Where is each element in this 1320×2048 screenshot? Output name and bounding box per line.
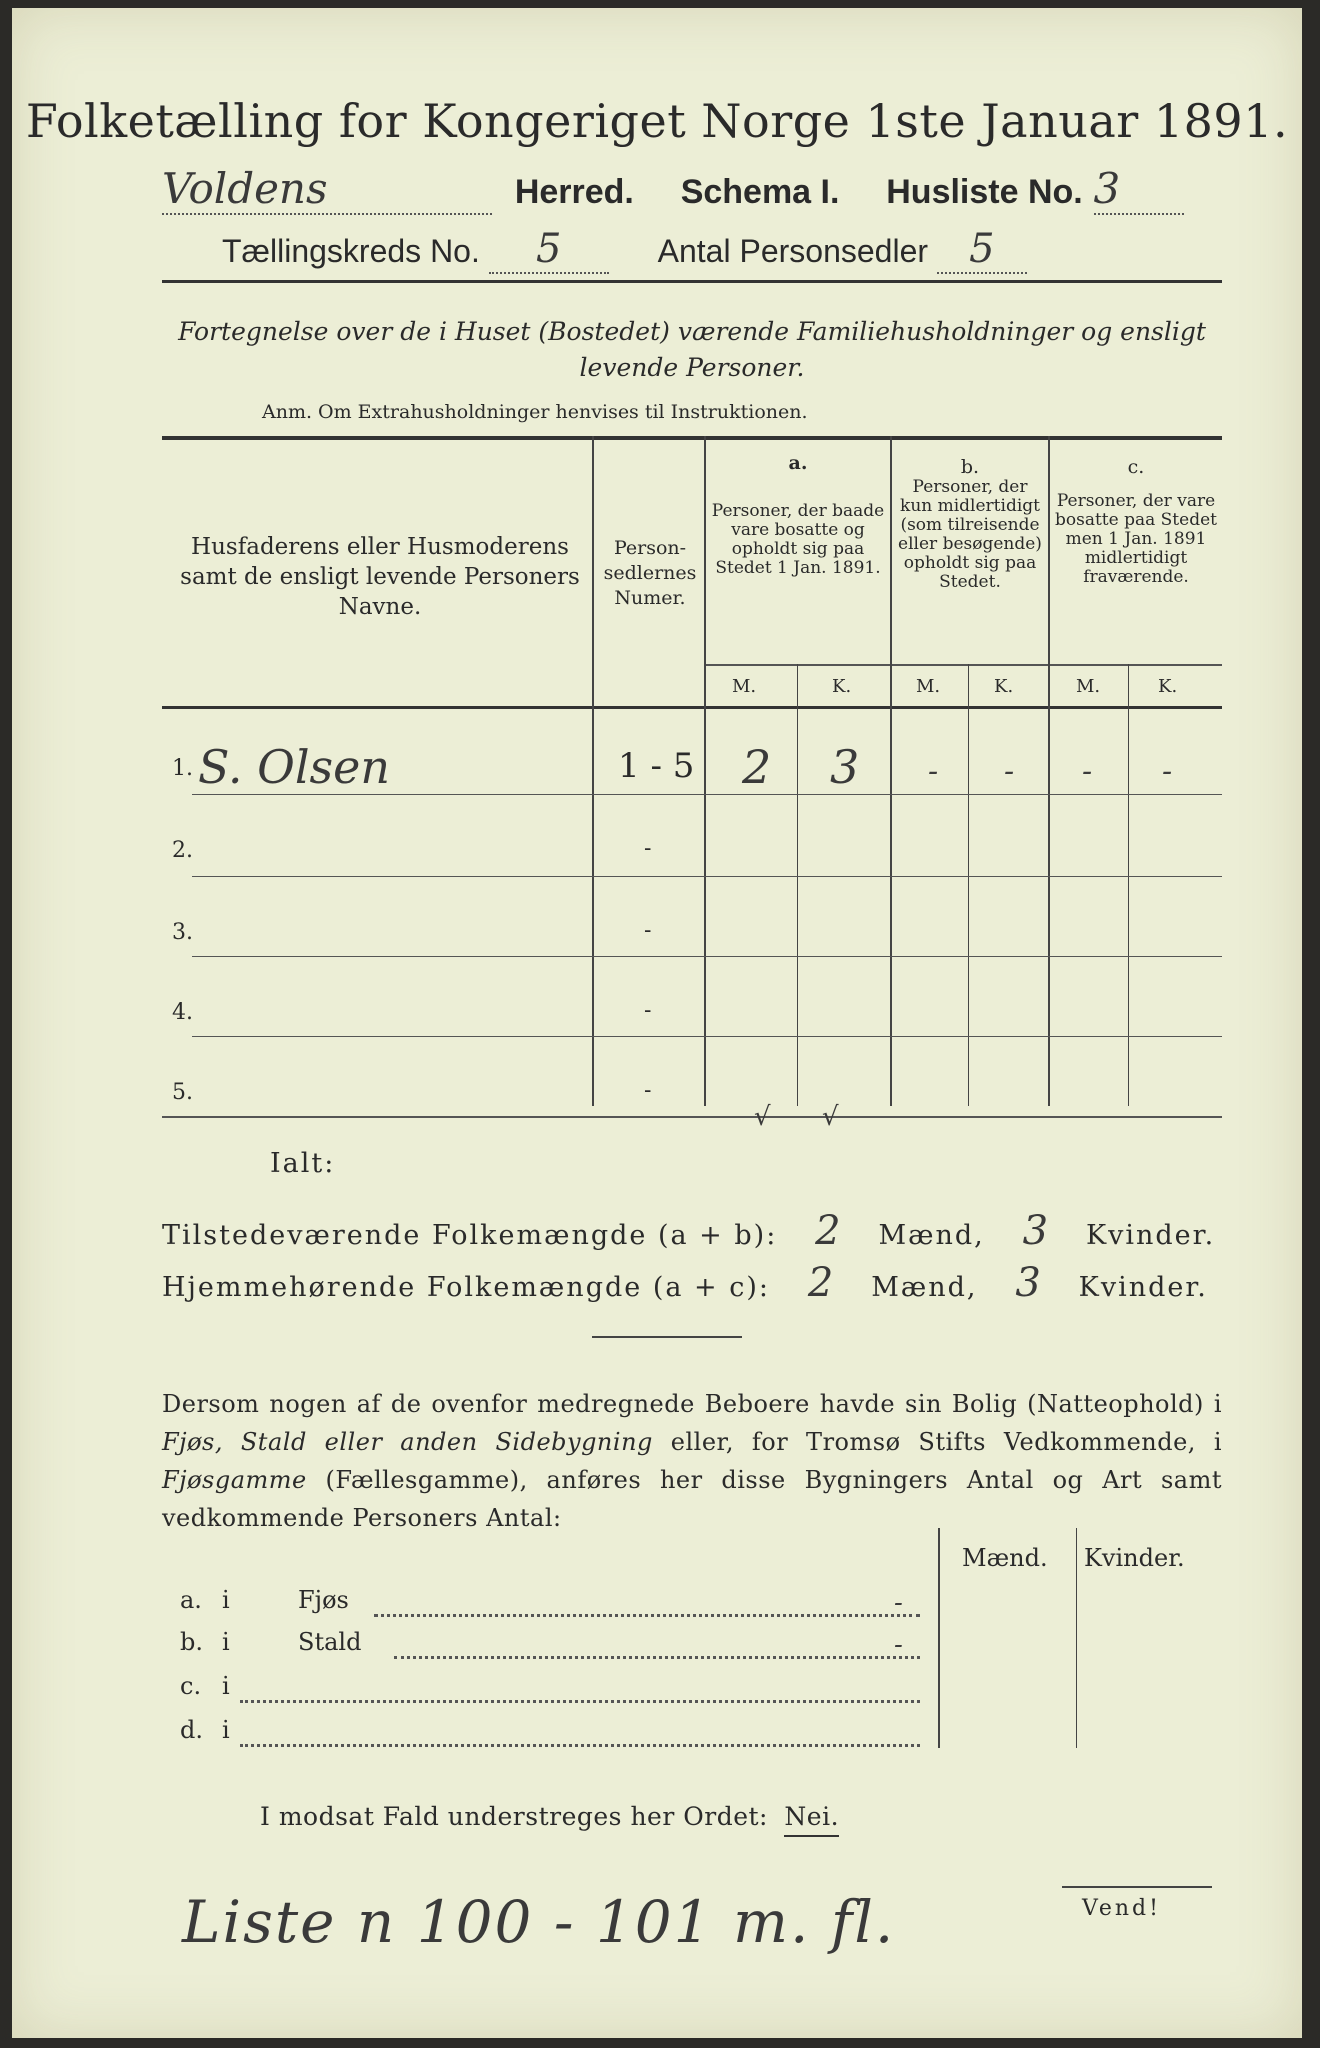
buildings-col-divider [938,1528,940,1748]
annotation-note: Anm. Om Extrahusholdninger henvises til Instruktionen. [262,401,808,423]
form-title: Folketælling for Kongeriget Norge 1ste Januar 1891. [25,94,1289,148]
buildings-maend-header: Mænd. [962,1544,1048,1572]
building-item-letter: c. [180,1672,202,1700]
mk-top-rule [706,664,1222,666]
totals-line-1-k: 3 [1022,1208,1049,1254]
building-item-i: i [222,1586,230,1614]
table-bottom-rule [162,1116,1222,1118]
building-item-mark: - [894,1630,903,1660]
row-num: - [644,998,652,1023]
vend-label: Vend! [1082,1896,1161,1921]
census-form-page [12,8,1302,2038]
row-number: 5. [172,1080,193,1105]
row-name: S. Olsen [198,740,390,794]
para-text: eller, for Tromsø Stifts Vedkommende, i [652,1428,1222,1456]
kreds-label: Tællingskreds No. [222,233,480,269]
col-divider-mk [1128,664,1129,1106]
kreds-value: 5 [489,226,609,274]
totals-line-1-m: 2 [815,1208,841,1254]
ialt-label: Ialt: [270,1148,336,1179]
buildings-paragraph [162,1385,1222,1537]
totals-line-1-maend: Mænd, [878,1220,985,1251]
row-number: 1. [172,756,193,781]
husliste-label: Husliste No. [886,173,1083,211]
col-divider [1048,436,1050,1106]
col-divider [890,436,892,1106]
table-top-rule [162,436,1222,440]
antal-value: 5 [937,226,1027,274]
row-rule [192,876,1222,877]
para-text-italic: Fjøsgamme [162,1466,307,1494]
para-text: Dersom nogen af de ovenfor medregnede Beboere havde sin Bolig (Natteophold) i [162,1390,1222,1418]
totals-line-1 [162,1208,1232,1254]
row-rule [192,794,1222,795]
herred-value: Voldens [162,164,492,215]
building-item-i: i [222,1716,230,1744]
check-mark: √ [754,1102,771,1132]
col-b-header: Personer, der kun midlertidigt (som tilreisende eller besøgende) opholdt sig paa Stedet. [898,477,1042,592]
totals-line-2-maend: Mænd, [871,1272,978,1303]
row-num: - [644,836,652,861]
row-num: - [644,1078,652,1103]
row-b-m: - [928,754,939,789]
household-table [162,436,1222,1132]
building-item-dots [240,1700,920,1703]
col-name-header: Husfaderens eller Husmoderens samt de ensligt levende Personers Navne. [180,534,580,620]
buildings-list [162,1528,1222,1758]
building-item-dots [240,1744,920,1747]
totals-line-2-m: 2 [807,1260,834,1306]
row-c-m: - [1082,754,1093,789]
col-c-letter: c. [1127,456,1145,478]
row-number: 4. [172,1000,193,1025]
row-num: 1 - 5 [618,746,695,786]
buildings-col-divider [1076,1528,1077,1748]
mk-a-m: M. [732,676,757,697]
totals-line-2-kvinder: Kvinder. [1078,1272,1208,1303]
kreds-row [222,226,1027,274]
header-bottom-rule [162,706,1222,709]
col-divider-mk [797,664,798,1106]
building-item-i: i [222,1672,230,1700]
totals-line-2-k: 3 [1015,1260,1041,1306]
row-a-m: 2 [742,740,772,794]
buildings-kvinder-header: Kvinder. [1084,1544,1185,1572]
totals-line-2 [162,1260,1232,1306]
building-item-label: Stald [298,1628,362,1656]
header-rule [162,280,1222,283]
building-item-letter: b. [180,1628,203,1656]
para-text: (Fællesgamme), anføres her disse Bygningers Antal og Art samt vedkommende Personers Antal: [162,1466,1222,1532]
row-num: - [644,918,652,943]
row-rule [192,956,1222,957]
mk-c-m: M. [1076,676,1101,697]
row-a-k: 3 [830,740,860,794]
schema-label: Schema I. [680,173,840,211]
vend-rule [1062,1886,1212,1888]
row-rule [192,1036,1222,1037]
row-number: 2. [172,838,193,863]
col-b-letter: b. [960,456,980,478]
col-a-letter: a. [788,452,808,474]
para-text-italic: Fjøs, Stald eller anden Sidebygning [162,1428,653,1456]
totals-line-1-kvinder: Kvinder. [1085,1220,1216,1251]
building-item-mark: - [894,1588,903,1618]
herred-label: Herred. [514,173,634,211]
col-a-header: Personer, der baade vare bosatte og opholdt sig paa Stedet 1 Jan. 1891. [711,501,885,578]
mk-a-k: K. [832,676,852,697]
row-b-k: - [1004,754,1015,789]
building-item-label: Fjøs [298,1586,349,1614]
building-item-dots [374,1614,920,1617]
building-item-letter: a. [180,1586,202,1614]
building-item-dots [394,1656,920,1659]
check-mark: √ [822,1102,839,1132]
mk-b-k: K. [994,676,1014,697]
col-divider [592,436,594,1106]
mk-b-m: M. [916,676,941,697]
totals-line-1-label: Tilstedeværende Folkemængde (a + b): [162,1220,778,1251]
col-divider-mk [968,664,969,1106]
nei-word: Nei. [784,1802,839,1837]
totals-line-2-label: Hjemmehørende Folkemængde (a + c): [162,1272,770,1303]
building-item-letter: d. [180,1716,203,1744]
antal-label: Antal Personsedler [657,233,929,269]
mk-c-k: K. [1158,676,1178,697]
col-num-header: Person-sedlernes Numer. [603,537,697,609]
form-description: Fortegnelse over de i Huset (Bostedet) værende Familiehusholdninger og ensligt levende Personer. [178,317,1206,382]
building-item-i: i [222,1628,230,1656]
husliste-value: 3 [1094,164,1184,215]
row-number: 3. [172,920,193,945]
modsat-line [260,1802,839,1831]
col-c-header: Personer, der vare bosatte paa Stedet men 1 Jan. 1891 midlertidigt fraværende. [1055,491,1217,587]
col-divider [704,436,706,1106]
row-c-k: - [1162,754,1173,789]
herred-row [162,164,1184,215]
modsat-text: I modsat Fald understreges her Ordet: [260,1802,768,1831]
separator-rule [592,1336,742,1338]
handwritten-note: Liste n 100 - 101 m. fl. [182,1888,896,1956]
